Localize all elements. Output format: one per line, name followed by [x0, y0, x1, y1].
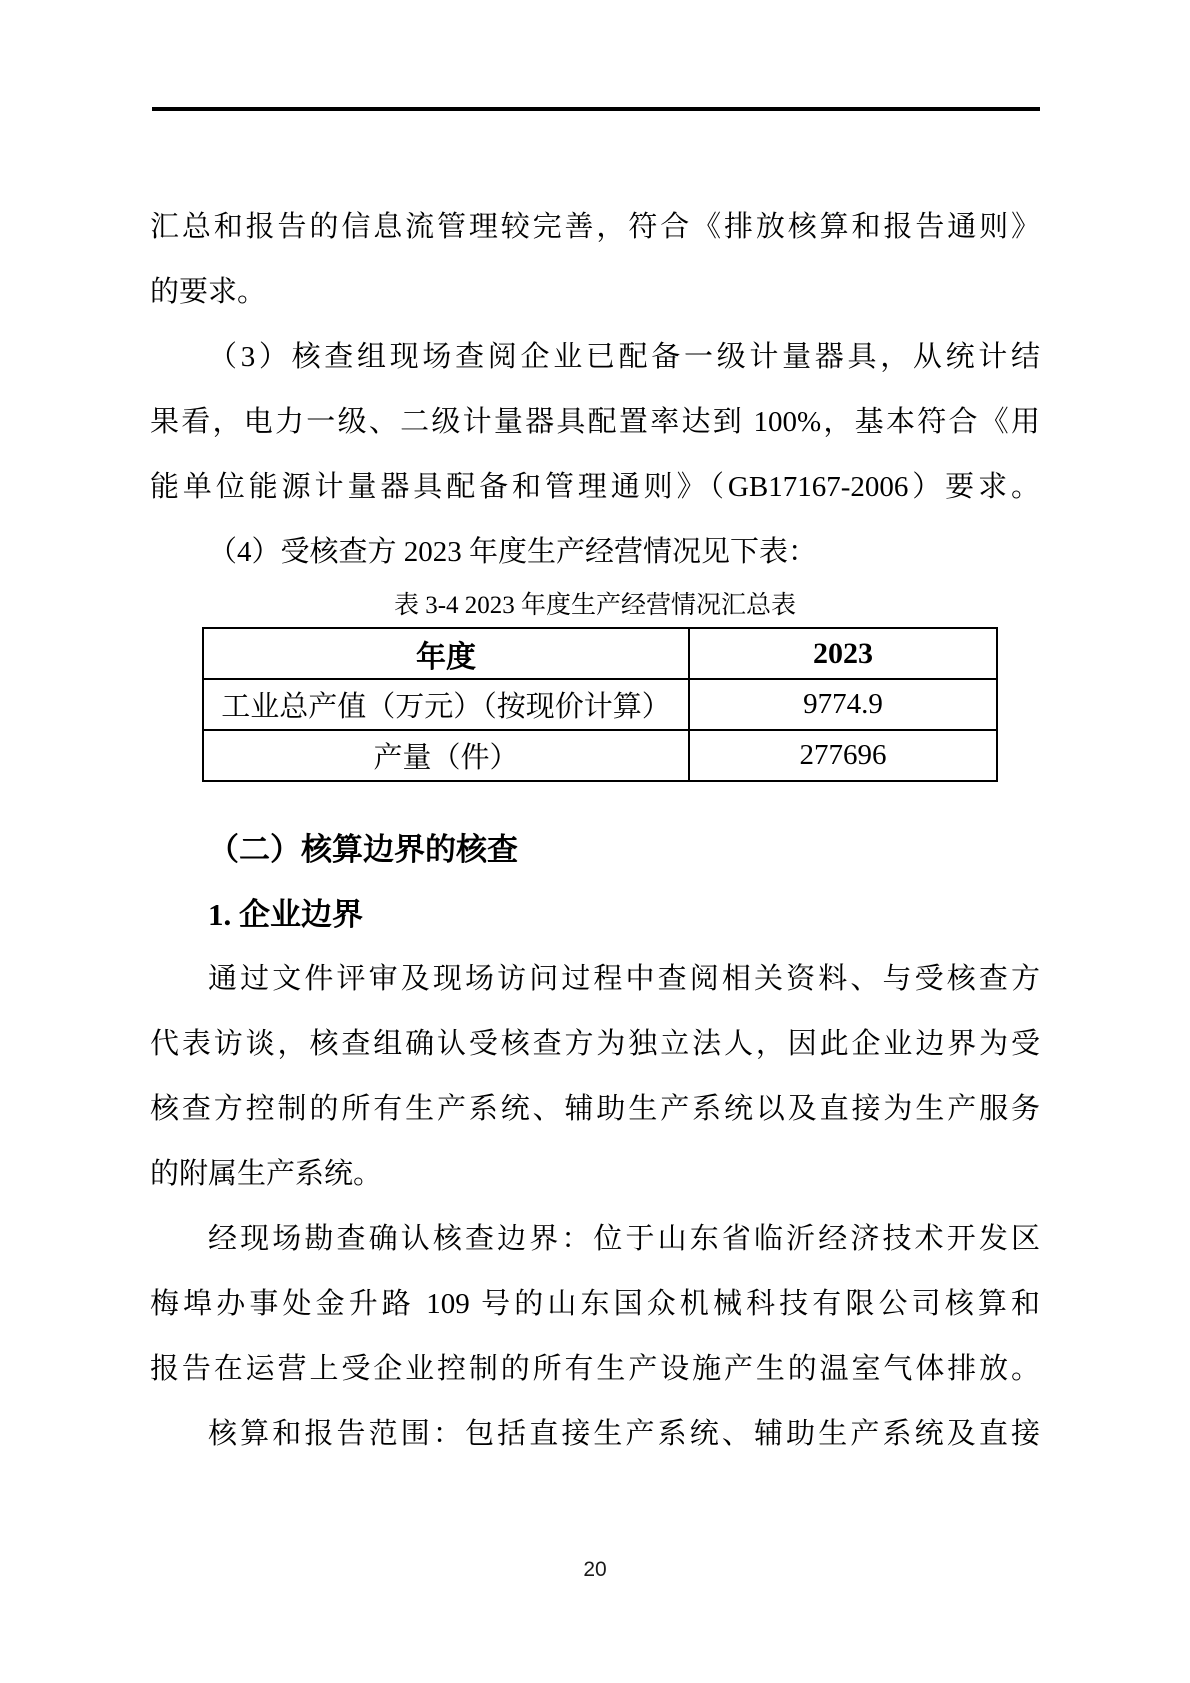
paragraph-line: 的要求。	[150, 276, 267, 308]
paragraph-line: 果看，电力一级、二级计量器具配置率达到 100%，基本符合《用	[150, 406, 1040, 438]
paragraph-line: 报告在运营上受企业控制的所有生产设施产生的温室气体排放。	[150, 1353, 1040, 1385]
paragraph-line: 经现场勘查确认核查边界：位于山东省临沂经济技术开发区	[208, 1223, 1040, 1255]
paragraph-line: 的附属生产系统。	[150, 1158, 383, 1190]
section-heading: （二）核算边界的核查	[208, 832, 518, 867]
paragraph-line: （3）核查组现场查阅企业已配备一级计量器具，从统计结	[208, 341, 1040, 373]
table-cell-production-value: 277696	[689, 730, 997, 781]
document-content	[150, 195, 1040, 1467]
sub-heading: 1. 企业边界	[208, 897, 363, 932]
paragraph-line: 梅埠办事处金升路 109 号的山东国众机械科技有限公司核算和	[150, 1288, 1040, 1320]
table-row	[203, 679, 997, 730]
paragraph-line: 代表访谈，核查组确认受核查方为独立法人，因此企业边界为受	[150, 1028, 1040, 1060]
paragraph-line: 能单位能源计量器具配备和管理通则》（GB17167-2006）要求。	[150, 471, 1040, 503]
page-number: 20	[583, 1558, 607, 1581]
table-header-row	[203, 628, 997, 679]
table-row	[203, 730, 997, 781]
table-cell-output-value-label: 工业总产值（万元）（按现价计算）	[203, 679, 689, 730]
paragraph-line: 核算和报告范围：包括直接生产系统、辅助生产系统及直接	[208, 1418, 1040, 1450]
table-header-year: 年度	[203, 628, 689, 679]
header-rule	[152, 107, 1040, 111]
paragraph-line: （4）受核查方 2023 年度生产经营情况见下表：	[208, 536, 818, 568]
paragraph-line: 核查方控制的所有生产系统、辅助生产系统以及直接为生产服务	[150, 1093, 1040, 1125]
production-summary-table	[202, 627, 998, 782]
table-caption: 表 3-4 2023 年度生产经营情况汇总表	[393, 592, 797, 619]
table-cell-production-label: 产量（件）	[203, 730, 689, 781]
paragraph-line: 通过文件评审及现场访问过程中查阅相关资料、与受核查方	[208, 963, 1040, 995]
table-cell-output-value: 9774.9	[689, 679, 997, 730]
table-header-2023: 2023	[689, 628, 997, 679]
paragraph-line: 汇总和报告的信息流管理较完善，符合《排放核算和报告通则》	[150, 211, 1040, 243]
